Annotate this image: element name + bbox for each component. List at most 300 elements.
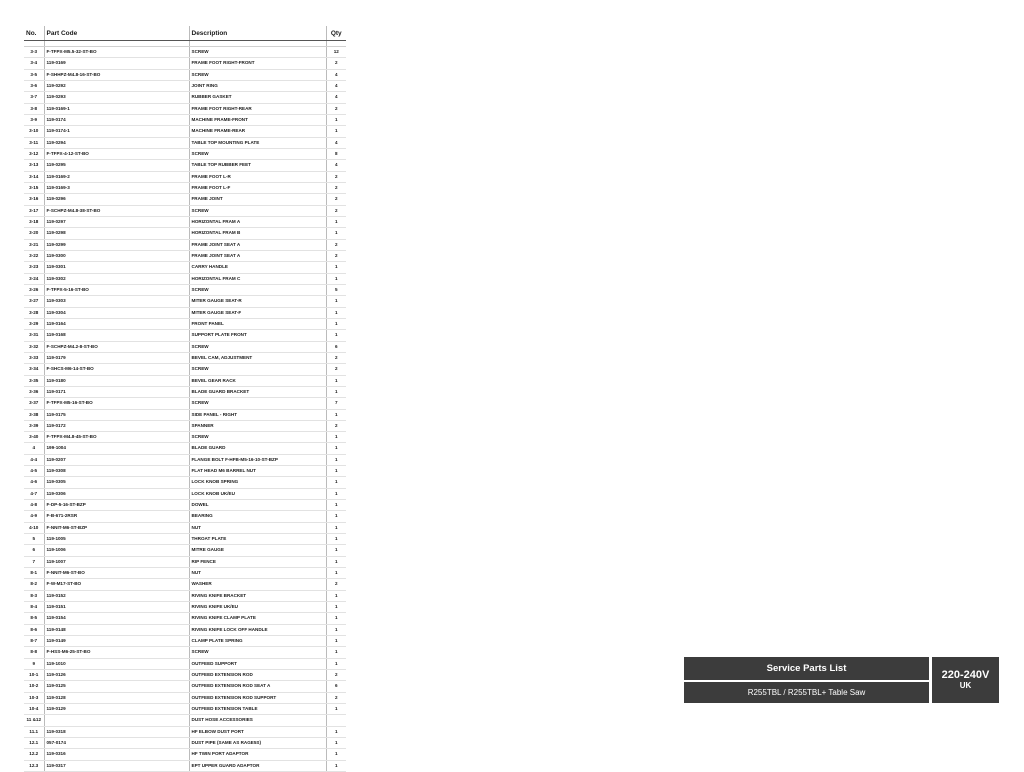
part-description: LOCK KNOB UK/EU <box>189 488 326 499</box>
part-qty: 1 <box>326 273 346 284</box>
part-code: 119-0126 <box>44 670 189 681</box>
part-description: FRAME JOINT SEAT A <box>189 250 326 261</box>
part-code: 119-0304 <box>44 307 189 318</box>
part-no: 3-35 <box>24 375 44 386</box>
table-row <box>24 749 346 760</box>
part-no: 3-17 <box>24 205 44 216</box>
part-no: 3-23 <box>24 262 44 273</box>
parts-table <box>24 26 346 772</box>
table-row <box>24 205 346 216</box>
table-row <box>24 262 346 273</box>
part-qty: 1 <box>326 318 346 329</box>
part-description: RIVING KNIFE LOCK OFF HANDLE <box>189 624 326 635</box>
part-code: 119-0308 <box>44 466 189 477</box>
part-qty: 1 <box>326 726 346 737</box>
part-no: 10-4 <box>24 704 44 715</box>
table-row <box>24 137 346 148</box>
table-row <box>24 126 346 137</box>
part-no: 3-3 <box>24 47 44 58</box>
table-row <box>24 228 346 239</box>
part-qty: 4 <box>326 137 346 148</box>
part-description: OUTFEED EXTENSION ROD SUPPORT <box>189 692 326 703</box>
part-description: MACHINE FRAME-REAR <box>189 126 326 137</box>
part-description: NUT <box>189 568 326 579</box>
part-description: SCREW <box>189 341 326 352</box>
table-row <box>24 284 346 295</box>
part-no: 4-9 <box>24 511 44 522</box>
part-qty: 2 <box>326 103 346 114</box>
part-no: 8-2 <box>24 579 44 590</box>
table-row <box>24 318 346 329</box>
part-qty: 2 <box>326 239 346 250</box>
part-description: SCREW <box>189 47 326 58</box>
table-row <box>24 386 346 397</box>
table-row <box>24 92 346 103</box>
part-no: 12.1 <box>24 738 44 749</box>
part-no: 3-16 <box>24 194 44 205</box>
part-no: 3-32 <box>24 341 44 352</box>
part-qty: 1 <box>326 647 346 658</box>
part-code: 119-0152 <box>44 590 189 601</box>
part-description: THROAT PLATE <box>189 534 326 545</box>
table-row <box>24 58 346 69</box>
table-row <box>24 500 346 511</box>
part-no: 9 <box>24 658 44 669</box>
part-code: 119-0175 <box>44 409 189 420</box>
part-no: 4-10 <box>24 522 44 533</box>
part-description: TABLE TOP RUBBER FEET <box>189 160 326 171</box>
part-description: OUTFEED EXTENSION ROD <box>189 670 326 681</box>
part-description: HORIZONTAL FRAM A <box>189 216 326 227</box>
part-code: 199-1004 <box>44 443 189 454</box>
part-code: 119-0293 <box>44 92 189 103</box>
part-no: 3-40 <box>24 432 44 443</box>
part-no: 12.3 <box>24 760 44 771</box>
part-qty: 1 <box>326 330 346 341</box>
part-no: 3-5 <box>24 69 44 80</box>
part-code: F-TFPX-M5.5-32-ST-BO <box>44 47 189 58</box>
table-row <box>24 432 346 443</box>
part-code: F-SCHPZ-M4.8-38-ST-BO <box>44 205 189 216</box>
header-description: Description <box>189 26 326 41</box>
part-no: 8-1 <box>24 568 44 579</box>
part-code <box>44 715 189 726</box>
part-description: FRAME JOINT SEAT A <box>189 239 326 250</box>
part-qty: 7 <box>326 398 346 409</box>
part-code: F-NNIT-M6-ST-BO <box>44 568 189 579</box>
part-code: F-NNIT-M6-ST-BZP <box>44 522 189 533</box>
part-code: F-B-671-2RSR <box>44 511 189 522</box>
part-no: 3-9 <box>24 114 44 125</box>
table-row <box>24 307 346 318</box>
table-row <box>24 579 346 590</box>
part-code: 119-0151 <box>44 602 189 613</box>
part-qty: 1 <box>326 613 346 624</box>
part-no: 3-31 <box>24 330 44 341</box>
part-code: F-SHCS-M6-14-ST-BO <box>44 364 189 375</box>
table-row <box>24 624 346 635</box>
header-qty: Qty <box>326 26 346 41</box>
part-code: 119-1007 <box>44 556 189 567</box>
part-qty: 1 <box>326 556 346 567</box>
part-no: 3-24 <box>24 273 44 284</box>
part-description: TABLE TOP MOUNTING PLATE <box>189 137 326 148</box>
footer-models: R255TBL / R255TBL+ Table Saw <box>684 682 929 703</box>
part-code: 119-0180 <box>44 375 189 386</box>
part-qty: 1 <box>326 443 346 454</box>
part-description: RIP FENCE <box>189 556 326 567</box>
part-description: BEVEL GEAR RACK <box>189 375 326 386</box>
part-qty: 2 <box>326 579 346 590</box>
part-code: 119-0148 <box>44 624 189 635</box>
part-description: CARRY HANDLE <box>189 262 326 273</box>
part-description: SCREW <box>189 647 326 658</box>
part-no: 10-1 <box>24 670 44 681</box>
table-row <box>24 148 346 159</box>
table-row <box>24 250 346 261</box>
table-row <box>24 704 346 715</box>
header-no: No. <box>24 26 44 41</box>
part-no: 3-22 <box>24 250 44 261</box>
part-qty: 1 <box>326 216 346 227</box>
part-code: 119-0171 <box>44 386 189 397</box>
part-description: RIVING KNIFE UK/EU <box>189 602 326 613</box>
part-qty: 1 <box>326 636 346 647</box>
part-code: 119-0169-3 <box>44 182 189 193</box>
part-qty: 2 <box>326 364 346 375</box>
part-description: FRAME FOOT RIGHT-FRONT <box>189 58 326 69</box>
part-qty: 1 <box>326 534 346 545</box>
part-qty: 1 <box>326 590 346 601</box>
part-code: 119-0306 <box>44 488 189 499</box>
part-no: 3-38 <box>24 409 44 420</box>
part-code: 119-1005 <box>44 534 189 545</box>
part-qty: 1 <box>326 228 346 239</box>
part-code: 119-0125 <box>44 681 189 692</box>
table-row <box>24 556 346 567</box>
table-row <box>24 511 346 522</box>
part-qty: 2 <box>326 58 346 69</box>
part-description: SCREW <box>189 148 326 159</box>
part-no: 8-7 <box>24 636 44 647</box>
part-code: 119-0303 <box>44 296 189 307</box>
part-qty: 2 <box>326 692 346 703</box>
part-no: 4-5 <box>24 466 44 477</box>
table-row <box>24 726 346 737</box>
part-qty: 1 <box>326 466 346 477</box>
table-row <box>24 80 346 91</box>
table-row <box>24 602 346 613</box>
table-header-row <box>24 26 346 41</box>
part-qty: 1 <box>326 545 346 556</box>
part-code: 119-0301 <box>44 262 189 273</box>
part-no: 3-37 <box>24 398 44 409</box>
table-row <box>24 466 346 477</box>
part-no: 3-27 <box>24 296 44 307</box>
table-row <box>24 375 346 386</box>
part-qty: 6 <box>326 341 346 352</box>
part-code: 119-0318 <box>44 726 189 737</box>
parts-table-body <box>24 41 346 772</box>
part-no: 3-4 <box>24 58 44 69</box>
table-row <box>24 715 346 726</box>
table-row <box>24 647 346 658</box>
part-description: HORIZONTAL FRAM B <box>189 228 326 239</box>
part-qty: 1 <box>326 500 346 511</box>
table-row <box>24 239 346 250</box>
part-code: 119-0299 <box>44 239 189 250</box>
part-qty: 1 <box>326 454 346 465</box>
part-qty: 2 <box>326 420 346 431</box>
part-no: 3-36 <box>24 386 44 397</box>
part-qty: 4 <box>326 160 346 171</box>
part-description: SCREW <box>189 69 326 80</box>
part-no: 11.1 <box>24 726 44 737</box>
part-description: FRAME FOOT L-R <box>189 171 326 182</box>
part-code: 119-1010 <box>44 658 189 669</box>
part-code: 119-0168 <box>44 330 189 341</box>
table-row <box>24 352 346 363</box>
part-no: 4-6 <box>24 477 44 488</box>
table-row <box>24 364 346 375</box>
table-row <box>24 636 346 647</box>
part-no: 10-2 <box>24 681 44 692</box>
part-description: DUST HOSE ACCESSORIES <box>189 715 326 726</box>
part-no: 8-5 <box>24 613 44 624</box>
part-no: 6 <box>24 545 44 556</box>
part-qty: 1 <box>326 749 346 760</box>
part-no: 7 <box>24 556 44 567</box>
part-qty: 2 <box>326 171 346 182</box>
part-description: SIDE PANEL - RIGHT <box>189 409 326 420</box>
part-qty: 1 <box>326 375 346 386</box>
part-qty: 1 <box>326 602 346 613</box>
part-description: MITER GAUGE SEAT-F <box>189 307 326 318</box>
part-qty: 1 <box>326 568 346 579</box>
part-description: RIVING KNIFE CLAMP PLATE <box>189 613 326 624</box>
part-description: SPANNER <box>189 420 326 431</box>
table-row <box>24 681 346 692</box>
part-code: 119-0154 <box>44 613 189 624</box>
part-no: 3-26 <box>24 284 44 295</box>
part-no: 12.2 <box>24 749 44 760</box>
table-row <box>24 182 346 193</box>
part-code: 057-0174 <box>44 738 189 749</box>
part-qty: 2 <box>326 250 346 261</box>
part-code: 119-0297 <box>44 216 189 227</box>
part-qty: 1 <box>326 704 346 715</box>
table-row <box>24 568 346 579</box>
table-row <box>24 273 346 284</box>
part-qty: 1 <box>326 488 346 499</box>
part-no: 10-3 <box>24 692 44 703</box>
table-row <box>24 398 346 409</box>
part-no: 4-7 <box>24 488 44 499</box>
part-no: 3-18 <box>24 216 44 227</box>
table-row <box>24 103 346 114</box>
part-description: FLAT HEAD M6 BARREL NUT <box>189 466 326 477</box>
part-description: FLANGE BOLT F-HFB-M5-16-10-ST-BZP <box>189 454 326 465</box>
part-no: 3-28 <box>24 307 44 318</box>
part-code: F-W-M17-ST-BO <box>44 579 189 590</box>
part-no: 3-34 <box>24 364 44 375</box>
part-description: SCREW <box>189 398 326 409</box>
table-row <box>24 330 346 341</box>
table-row <box>24 488 346 499</box>
part-qty <box>326 715 346 726</box>
part-description: MITER GAUGE SEAT-R <box>189 296 326 307</box>
footer-region: UK <box>959 681 972 690</box>
part-qty: 1 <box>326 296 346 307</box>
part-no: 3-6 <box>24 80 44 91</box>
part-no: 5 <box>24 534 44 545</box>
part-code: 119-0164 <box>44 318 189 329</box>
part-qty: 2 <box>326 352 346 363</box>
part-description: FRONT PANEL <box>189 318 326 329</box>
part-description: BEVEL CAM, ADJUSTMENT <box>189 352 326 363</box>
part-description: SUPPORT PLATE FRONT <box>189 330 326 341</box>
part-qty: 2 <box>326 194 346 205</box>
part-no: 11 &12 <box>24 715 44 726</box>
footer-title: Service Parts List <box>684 657 929 680</box>
part-code: 119-0295 <box>44 160 189 171</box>
part-code: 119-0292 <box>44 80 189 91</box>
part-no: 8-6 <box>24 624 44 635</box>
table-row <box>24 160 346 171</box>
table-row <box>24 692 346 703</box>
part-qty: 1 <box>326 477 346 488</box>
part-code: 119-0129 <box>44 704 189 715</box>
part-qty: 1 <box>326 760 346 771</box>
part-description: SCREW <box>189 205 326 216</box>
part-qty: 1 <box>326 386 346 397</box>
table-row <box>24 670 346 681</box>
table-row <box>24 69 346 80</box>
part-no: 3-12 <box>24 148 44 159</box>
part-description: BLADE GUARD <box>189 443 326 454</box>
part-code: F-SHHPZ-M4.8-16-ST-BO <box>44 69 189 80</box>
part-description: NUT <box>189 522 326 533</box>
part-code: 119-0174-1 <box>44 126 189 137</box>
table-row <box>24 590 346 601</box>
part-code: F-TFPX-M4.8-45-ST-BO <box>44 432 189 443</box>
part-no: 4-8 <box>24 500 44 511</box>
part-code: 119-0305 <box>44 477 189 488</box>
part-no: 3-11 <box>24 137 44 148</box>
part-description: CLAMP PLATE SPRING <box>189 636 326 647</box>
part-description: HF TWIN PORT ADAPTOR <box>189 749 326 760</box>
part-qty: 1 <box>326 307 346 318</box>
part-qty: 2 <box>326 182 346 193</box>
part-qty: 4 <box>326 69 346 80</box>
part-description: LOCK KNOB SPRING <box>189 477 326 488</box>
part-no: 3-15 <box>24 182 44 193</box>
table-row <box>24 477 346 488</box>
part-no: 3-39 <box>24 420 44 431</box>
part-code: 119-0294 <box>44 137 189 148</box>
part-no: 4-4 <box>24 454 44 465</box>
part-code: 119-0316 <box>44 749 189 760</box>
part-qty: 1 <box>326 522 346 533</box>
footer-voltage-box <box>932 657 999 703</box>
part-code: 119-0300 <box>44 250 189 261</box>
part-description: SCREW <box>189 284 326 295</box>
part-no: 8-4 <box>24 602 44 613</box>
part-code: F-SCHPZ-M4.2-8-ST-BO <box>44 341 189 352</box>
part-description: OUTFEED SUPPORT <box>189 658 326 669</box>
part-code: F-HSS-M6-25-ST-BO <box>44 647 189 658</box>
part-qty: 1 <box>326 432 346 443</box>
table-row <box>24 171 346 182</box>
part-code: 119-0149 <box>44 636 189 647</box>
part-qty: 2 <box>326 670 346 681</box>
part-code: 119-0207 <box>44 454 189 465</box>
part-description: FRAME FOOT RIGHT-REAR <box>189 103 326 114</box>
part-no: 4 <box>24 443 44 454</box>
part-description: EPT UPPER GUARD ADAPTOR <box>189 760 326 771</box>
part-code: 119-0128 <box>44 692 189 703</box>
part-no: 8-3 <box>24 590 44 601</box>
part-description: FRAME FOOT L-F <box>189 182 326 193</box>
part-description: BLADE GUARD BRACKET <box>189 386 326 397</box>
part-no: 3-14 <box>24 171 44 182</box>
part-description: HF ELBOW DUST PORT <box>189 726 326 737</box>
table-row <box>24 613 346 624</box>
part-code: 119-0174 <box>44 114 189 125</box>
part-description: HORIZONTAL FRAM C <box>189 273 326 284</box>
part-qty: 8 <box>326 148 346 159</box>
part-description: DUST PIPE (SAME AS RAGE5S) <box>189 738 326 749</box>
table-row <box>24 114 346 125</box>
part-code: 119-0169-1 <box>44 103 189 114</box>
part-description: BEARING <box>189 511 326 522</box>
part-no: 3-7 <box>24 92 44 103</box>
part-description: OUTFEED EXTENSION TABLE <box>189 704 326 715</box>
table-row <box>24 47 346 58</box>
part-qty: 1 <box>326 262 346 273</box>
table-row <box>24 409 346 420</box>
table-row <box>24 216 346 227</box>
part-code: F-TFPX-M5-16-ST-BO <box>44 398 189 409</box>
part-description: MITRE GAUGE <box>189 545 326 556</box>
table-row <box>24 738 346 749</box>
part-qty: 1 <box>326 511 346 522</box>
table-row <box>24 296 346 307</box>
table-row <box>24 341 346 352</box>
part-qty: 5 <box>326 284 346 295</box>
part-qty: 1 <box>326 624 346 635</box>
table-row <box>24 194 346 205</box>
part-code: 119-0296 <box>44 194 189 205</box>
table-row <box>24 420 346 431</box>
part-code: F-TFPX-5-16-ST-BO <box>44 284 189 295</box>
part-code: 119-0169 <box>44 58 189 69</box>
part-no: 3-33 <box>24 352 44 363</box>
part-qty: 12 <box>326 47 346 58</box>
part-description: JOINT RING <box>189 80 326 91</box>
part-qty: 4 <box>326 92 346 103</box>
part-description: OUTFEED EXTENSION ROD SEAT A <box>189 681 326 692</box>
part-description: RUBBER GASKET <box>189 92 326 103</box>
part-qty: 1 <box>326 126 346 137</box>
part-description: MACHINE FRAME-FRONT <box>189 114 326 125</box>
part-qty: 6 <box>326 681 346 692</box>
part-code: 119-0172 <box>44 420 189 431</box>
part-code: 119-0317 <box>44 760 189 771</box>
table-row <box>24 522 346 533</box>
part-description: SCREW <box>189 432 326 443</box>
part-no: 3-10 <box>24 126 44 137</box>
